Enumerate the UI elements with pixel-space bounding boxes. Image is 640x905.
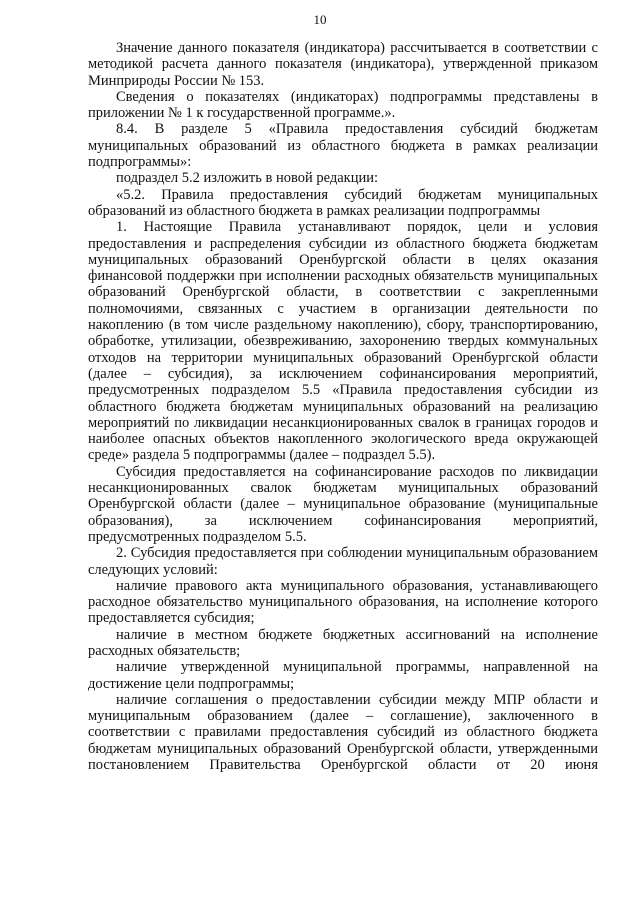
paragraph-subsidy-conditions: 2. Субсидия предоставляется при соблюдении муниципальным образованием следующих условий: — [88, 545, 598, 578]
paragraph-amendment-8-4: 8.4. В разделе 5 «Правила предоставления субсидий бюджетам муниципальных образований из областного бюджета в рамках реализации подпрограммы»: — [88, 121, 598, 171]
paragraph-rules-purpose: 1. Настоящие Правила устанавливают порядок, цели и условия предоставления и распределения субсидии из областного бюджета бюджетам муниципальных образований Оренбургской области в целях оказания финансовой поддержки при исполнении расходных обязательств муниципальных образований Оренбургской области, в соответствии с закрепленными полномочиями, связанных с участием в организации деятельности по накоплению (в том числе раздельному накоплению), сбору, транспортированию, обработке, утилизации, обезвреживанию, захоронению твердых коммунальных отходов на территории муниципальных образований Оренбургской области (далее – субсидия), за исключением софинансирования мероприятий, предусмотренных подразделом 5.5 «Правила предоставления субсидии из областного бюджета бюджетам муниципальных образований на реализацию мероприятий по ликвидации несанкционированных свалок в границах городов и наиболее опасных объектов накопленного экологического вреда окружающей среде» раздела 5 подпрограммы (далее – подраздел 5.5). — [88, 219, 598, 464]
document-body — [88, 40, 598, 773]
paragraph-indicator-calculation: Значение данного показателя (индикатора) рассчитывается в соответствии с методикой расчета данного показателя (индикатора), утвержденной приказом Минприроды России № 153. — [88, 40, 598, 89]
condition-budget-allocations: наличие в местном бюджете бюджетных ассигнований на исполнение расходных обязательств; — [88, 626, 598, 659]
paragraph-new-edition: подраздел 5.2 изложить в новой редакции: — [116, 170, 379, 187]
section-heading-5-2: «5.2. Правила предоставления субсидий бюджетам муниципальных образований из областного бюджета в рамках реализации подпрограммы — [88, 186, 598, 219]
page-number: 10 — [313, 12, 327, 27]
paragraph-subsidy-cofinancing: Субсидия предоставляется на софинансирование расходов по ликвидации несанкционированных свалок бюджетам муниципальных образований Оренбургской области (далее – муниципальное образование (муниципальные образования), за исключением софинансирования мероприятий, предусмотренных подразделом 5.5. — [88, 463, 598, 545]
condition-municipal-program: наличие утвержденной муниципальной программы, направленной на достижение цели подпрограммы; — [88, 659, 598, 692]
condition-legal-act: наличие правового акта муниципального образования, устанавливающего расходное обязательство муниципального образования, на исполнение которого предоставляется субсидия; — [88, 577, 598, 627]
paragraph-indicator-info: Сведения о показателях (индикаторах) подпрограммы представлены в приложении № 1 к государственной программе.». — [88, 88, 598, 122]
condition-agreement: наличие соглашения о предоставлении субсидии между МПР области и муниципальным образованием (далее – соглашение), заключенного в соответствии с правилами предоставления субсидий из областного бюджета бюджетам муниципальных образований Оренбургской области, утвержденными постановлением Правительства Оренбургской области от 20 июня — [88, 691, 598, 774]
